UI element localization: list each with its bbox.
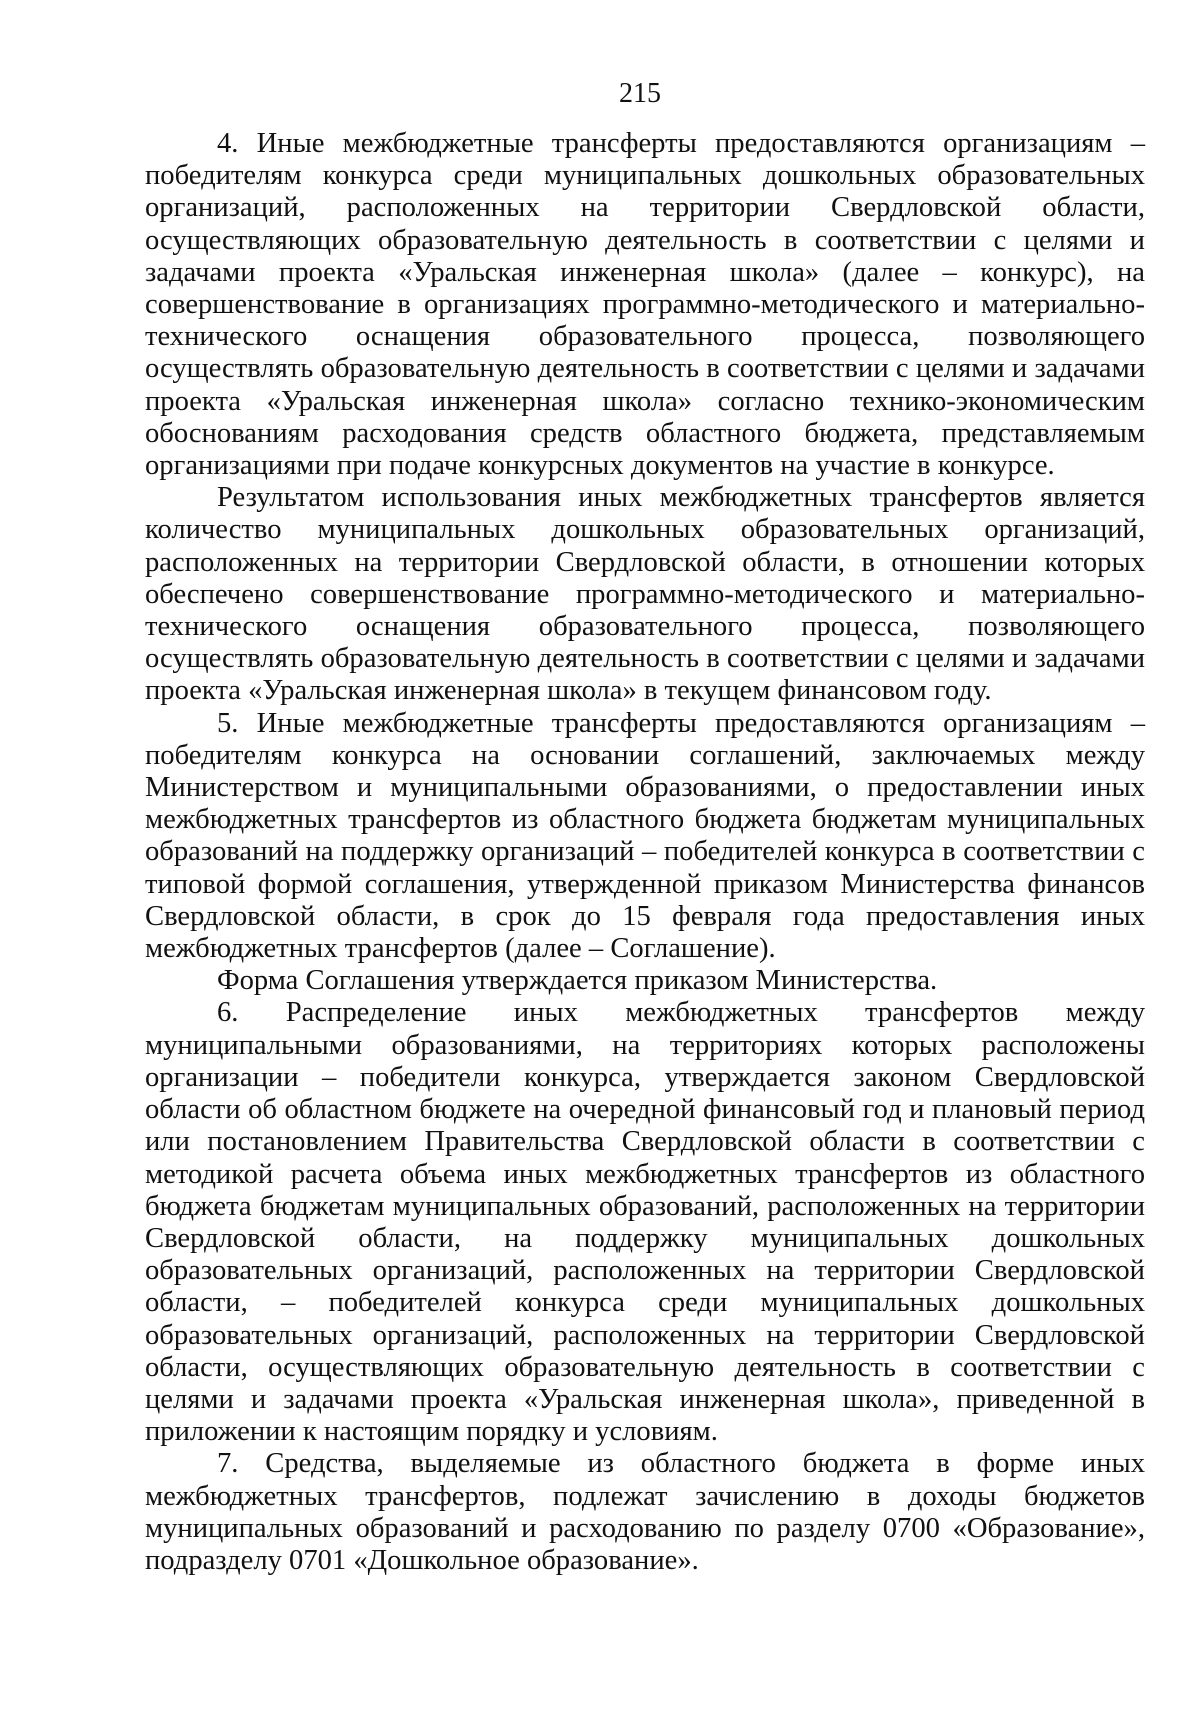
paragraph-4-result: Результатом использования иных межбюджетных трансфертов является количество муниципальных дошкольных образовательных организаций, расположенных на территории Свердловской области, в отношении которых обеспечено совершенствование программно-методического и материально-технического оснащения образовательного процесса, позволяющего осуществлять образовательную деятельность в соответствии с целями и задачами проекта «Уральская инженерная школа» в текущем финансовом году. — [145, 482, 1145, 707]
paragraph-6: 6. Распределение иных межбюджетных трансфертов между муниципальными образованиями, на территориях которых расположены организации – победители конкурса, утверждается законом Свердловской области об областном бюджете на очередной финансовый год и плановый период или постановлением Правительства Свердловской области в соответствии с методикой расчета объема иных межбюджетных трансфертов из областного бюджета бюджетам муниципальных образований, расположенных на территории Свердловской области, на поддержку муниципальных дошкольных образовательных организаций, расположенных на территории Свердловской области, – победителей конкурса среди муниципальных дошкольных образовательных организаций, расположенных на территории Свердловской области, осуществляющих образовательную деятельность в соответствии с целями и задачами проекта «Уральская инженерная школа», приведенной в приложении к настоящим порядку и условиям. — [145, 997, 1145, 1448]
paragraph-5: 5. Иные межбюджетные трансферты предоставляются организациям – победителям конкурса на основании соглашений, заключаемых между Министерством и муниципальными образованиями, о предоставлении иных межбюджетных трансфертов из областного бюджета бюджетам муниципальных образований на поддержку организаций – победителей конкурса в соответствии с типовой формой соглашения, утвержденной приказом Министерства финансов Свердловской области, в срок до 15 февраля года предоставления иных межбюджетных трансфертов (далее – Соглашение). — [145, 707, 1145, 965]
paragraph-7: 7. Средства, выделяемые из областного бюджета в форме иных межбюджетных трансфертов, подлежат зачислению в доходы бюджетов муниципальных образований и расходованию по разделу 0700 «Образование», подразделу 0701 «Дошкольное образование». — [145, 1448, 1145, 1576]
paragraph-5-form: Форма Соглашения утверждается приказом Министерства. — [217, 965, 938, 997]
paragraph-4: 4. Иные межбюджетные трансферты предоставляются организациям – победителям конкурса среди муниципальных дошкольных образовательных организаций, расположенных на территории Свердловской области, осуществляющих образовательную деятельность в соответствии с целями и задачами проекта «Уральская инженерная школа» (далее – конкурс), на совершенствование в организациях программно-методического и материально-технического оснащения образовательного процесса, позволяющего осуществлять образовательную деятельность в соответствии с целями и задачами проекта «Уральская инженерная школа» согласно технико-экономическим обоснованиям расходования средств областного бюджета, представляемым организациями при подаче конкурсных документов на участие в конкурсе. — [145, 128, 1145, 482]
page-number: 215 — [619, 78, 661, 109]
document-body — [145, 128, 1145, 1577]
